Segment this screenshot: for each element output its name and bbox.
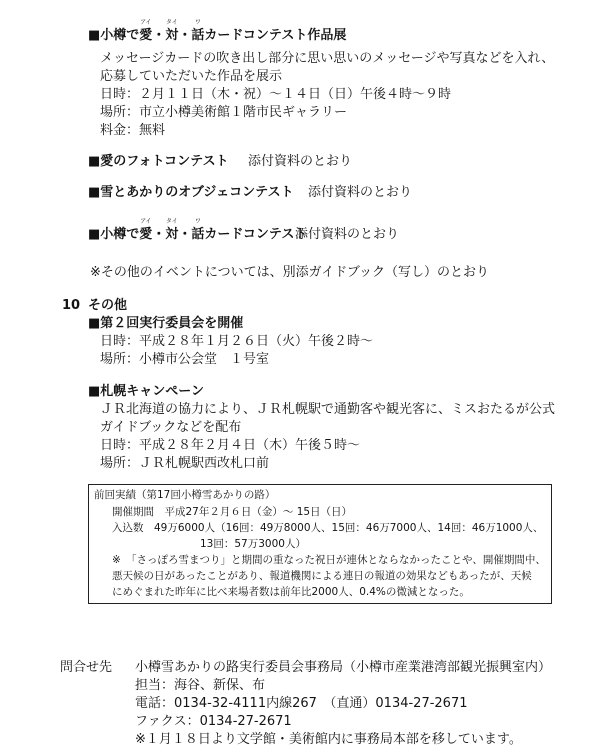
card-contest-note: 添付資料のとおり bbox=[295, 227, 400, 242]
ruby-reading: アイ bbox=[140, 218, 152, 225]
photo-contest-title: ■愛のフォトコンテスト bbox=[88, 154, 229, 169]
sapporo-desc-line2: ガイドブックなどを配布 bbox=[100, 420, 242, 435]
title-dot: ・ bbox=[178, 28, 192, 43]
title-dot: ・ bbox=[152, 28, 166, 43]
ruby-reading: ワ bbox=[194, 218, 201, 225]
other-events-note: ※その他のイベントについては、別添ガイドブック（写し）のとおり bbox=[90, 265, 489, 280]
section-10-title: その他 bbox=[88, 298, 128, 313]
photo-contest-note: 添付資料のとおり bbox=[248, 154, 353, 169]
art-exhibition-title bbox=[88, 19, 347, 44]
title-text: カードコンテスト作品展 bbox=[204, 28, 347, 43]
ruby-word bbox=[165, 218, 179, 243]
sapporo-desc-line1: ＪＲ北海道の協力により、ＪＲ札幌駅で通勤客や観光客に、ミスおたるが公式 bbox=[100, 402, 556, 417]
ruby-base: 愛 bbox=[139, 28, 153, 43]
objet-contest-title: ■雪とあかりのオブジェコンテスト bbox=[88, 185, 294, 200]
art-place: 場所：市立小樽美術館１階市民ギャラリー bbox=[100, 105, 348, 120]
contact-org: 小樽雪あかりの路実行委員会事務局（小樽市産業港湾部観光振興室内） bbox=[135, 660, 552, 675]
contact-note: ※１月１８日より文学館・美術館内に事務局本部を移しています。 bbox=[135, 732, 522, 747]
prev-note-line2: 悪天候の日があったことがあり、報道機関による連日の報道の効果などもあったが、天候 bbox=[112, 570, 532, 582]
prev-period: 開催期間 平成27年２月６日（金）～ 15日（日） bbox=[112, 506, 353, 518]
contact-tel: 電話：0134-32-4111内線267 （直通）0134-27-2671 bbox=[135, 696, 468, 711]
title-text: ■小樽で bbox=[88, 227, 140, 242]
ruby-base: 話 bbox=[191, 28, 205, 43]
meeting-date: 日時：平成２８年１月２６日（火）午後２時～ bbox=[100, 334, 374, 349]
title-dot: ・ bbox=[152, 227, 166, 242]
ruby-word bbox=[139, 218, 153, 243]
contact-staff: 担当：海谷、新保、布 bbox=[135, 678, 266, 693]
art-fee: 料金：無料 bbox=[100, 123, 166, 138]
ruby-word bbox=[191, 19, 205, 44]
title-text: ■小樽で bbox=[88, 28, 140, 43]
prev-note-line3: にめぐまれた昨年に比べ来場者数は前年比2000人、0.4%の微減となった。 bbox=[112, 586, 470, 598]
contact-label: 問合せ先 bbox=[60, 660, 113, 675]
ruby-reading: タイ bbox=[165, 19, 178, 26]
prev-visitors-line1: 入込数 49万6000人（16回：49万8000人、15回：46万7000人、14回：46万1000人、 bbox=[112, 522, 544, 534]
ruby-base: 話 bbox=[191, 227, 205, 242]
contact-fax: ファクス：0134-27-2671 bbox=[135, 714, 292, 729]
ruby-base: 愛 bbox=[139, 227, 153, 242]
ruby-reading: アイ bbox=[140, 19, 152, 26]
ruby-word bbox=[191, 218, 205, 243]
prev-visitors-line2: 13回：57万3000人） bbox=[200, 538, 306, 550]
art-desc-line2: 応募していただいた作品を展示 bbox=[100, 69, 283, 84]
title-text: カードコンテスト bbox=[204, 227, 308, 242]
objet-contest-note: 添付資料のとおり bbox=[308, 185, 413, 200]
title-dot: ・ bbox=[178, 227, 192, 242]
meeting-place: 場所：小樽市公会堂 １号室 bbox=[100, 352, 270, 367]
meeting-title: ■第２回実行委員会を開催 bbox=[88, 316, 244, 331]
card-contest-title bbox=[88, 218, 308, 243]
ruby-base: 対 bbox=[165, 227, 179, 242]
section-10-number: 10 bbox=[62, 298, 81, 313]
ruby-reading: ワ bbox=[194, 19, 201, 26]
ruby-base: 対 bbox=[165, 28, 179, 43]
art-desc-line1: メッセージカードの吹き出し部分に思い思いのメッセージや写真などを入れ、 bbox=[100, 51, 555, 66]
art-date: 日時：２月１１日（木・祝）～１４日（日）午後４時～９時 bbox=[100, 87, 452, 102]
sapporo-campaign-title: ■札幌キャンペーン bbox=[88, 384, 205, 399]
ruby-word bbox=[139, 19, 153, 44]
sapporo-date: 日時：平成２８年２月４日（木）午後５時～ bbox=[100, 438, 361, 453]
ruby-word bbox=[165, 19, 179, 44]
prev-note-line1: ※ 「さっぽろ雪まつり」と期間の重なった祝日が連休とならなかったことや、開催期間中、 bbox=[112, 554, 546, 566]
sapporo-place: 場所：ＪＲ札幌駅西改札口前 bbox=[100, 456, 270, 471]
ruby-reading: タイ bbox=[165, 218, 178, 225]
prev-title: 前回実績（第17回小樽雪あかりの路） bbox=[94, 489, 276, 501]
